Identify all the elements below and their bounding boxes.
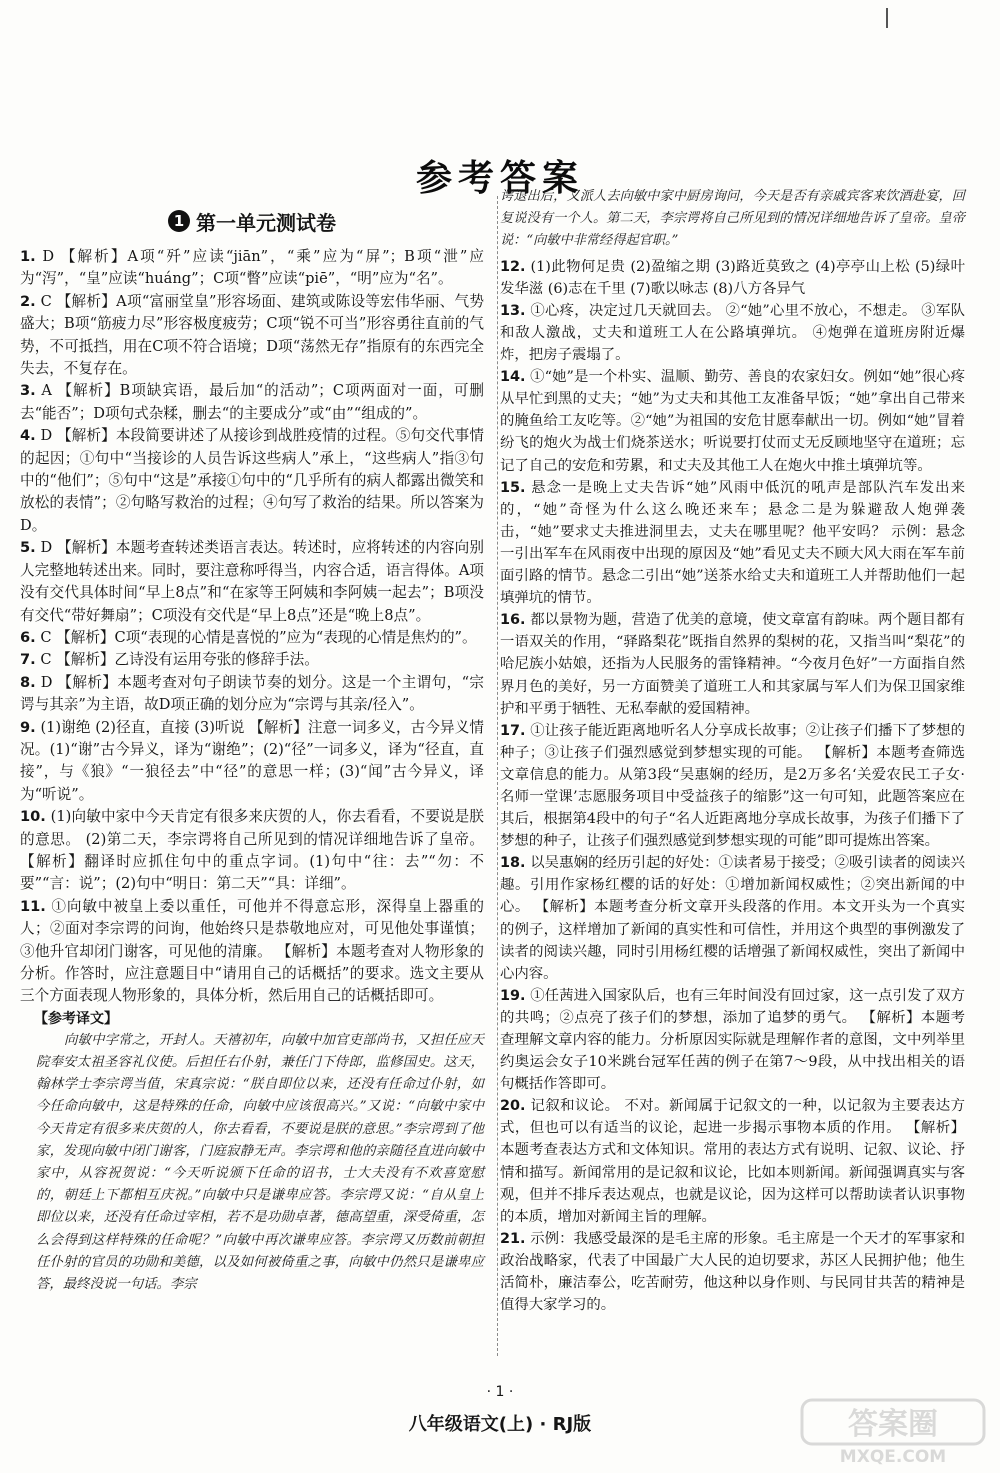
answer-number: 16. <box>500 612 526 629</box>
unit-title: 第一单元测试卷 <box>196 210 336 235</box>
answer-text: C 【解析】A项“富丽堂皇”形容场面、建筑或陈设等宏伟华丽、气势盛大；B项“筋疲力尽”形容极度疲劳；C项“锐不可当”形容勇往直前的气势，不可抵挡，用在C项不符合语境；D项“荡然无存”指原有的东西完全失去，不复存在。 <box>20 292 484 378</box>
answer-number: 12. <box>500 258 526 275</box>
answer-text: C 【解析】C项“表现的心情是喜悦的”应为“表现的心情是焦灼的”。 <box>40 628 477 646</box>
answer-item <box>20 537 484 627</box>
answer-text: (1)谢绝 (2)径直，直接 (3)听说 【解析】注意一词多义，古今异义情况。(1)“谢”古今异义，译为“谢绝”；(2)“径”一词多义，译为“径直，直接”，与《狼》“一狼径去”中“径”的意思一样；(3)“闻”古今异义，译为“听说”。 <box>20 718 484 803</box>
answer-text: 示例：我感受最深的是毛主席的形象。毛主席是一个天才的军事家和政治战略家，代表了中国最广大人民的迫切要求，苏区人民拥护他；他生活简朴，廉洁奉公，吃苦耐劳，他这种以身作则、与民同甘共苦的精神是值得大家学习的。 <box>500 1230 965 1314</box>
answer-item <box>20 425 484 537</box>
answer-text: 悬念一是晚上丈夫告诉“她”风雨中低沉的吼声是部队汽车发出来的，“她”奇怪为什么这么晚还来车；悬念二是为躲避敌人炮弹袭击，“她”要求丈夫推进洞里去，丈夫在哪里呢？他平安吗？ 示例：悬念一引出军车在风雨夜中出现的原因及“她”看见丈夫不顾大风大雨在军车前面引路的情节。悬念二引出“她”送茶水给丈夫和道班工人并帮助他们一起填弹坑的情节。 <box>500 479 965 607</box>
answer-text: D 【解析】本段简要讲述了从接诊到战胜疫情的过程。⑤句交代事情的起因；①句中“当接诊的人员告诉这些病人”承上，“这些病人”指③句中的“他们”；⑤句中“这是”承接①句中的“几乎所有的病人都露出微笑和放松的表情”；②句略写救治的过程；④句写了救治的结果。所以答案为D。 <box>20 427 485 534</box>
page-title: 参考答案 <box>415 158 584 200</box>
answer-item <box>500 256 965 300</box>
page-number: · 1 · <box>486 1384 514 1400</box>
answer-text: ①让孩子能近距离地听名人分享成长故事；②让孩子们播下了梦想的种子；③让孩子们强烈感觉到梦想实现的可能。 【解析】本题考查筛选文章信息的能力。从第3段“吴惠娴的经历，是2万多名‘关爱农民工子女·名师一堂课’志愿服务项目中受益孩子的缩影”这一句可知，此题答案应在其后，根据第4段中的句子“名人近距离地分享成长故事，为孩子们播下了梦想的种子，让孩子们强烈感觉到梦想实现的可能”即可提炼出答案。 <box>500 722 965 850</box>
left-answer-list <box>20 246 484 1008</box>
answer-text: A 【解析】B项缺宾语，最后加“的活动”；C项两面对一面，可删去“能否”；D项句式杂糅，删去“的主要成分”或“由”“组成的”。 <box>20 382 485 422</box>
scan-corner-mark <box>886 8 906 28</box>
right-answer-list <box>500 256 965 1317</box>
answer-number: 6. <box>20 628 36 646</box>
right-column <box>500 186 965 1316</box>
answer-item <box>20 246 484 291</box>
svg-text:MXQE.COM: MXQE.COM <box>839 1447 947 1466</box>
answer-text: D 【解析】A项“歼”应读“jiān”，“乘”应为“屏”；B项“泄”应为“泻”，“皇”应读“huáng”；C项“瞥”应读“piē”，“明”应为“名”。 <box>20 248 484 288</box>
answer-number: 2. <box>20 292 36 310</box>
answer-text: (1)向敏中家中今天肯定有很多来庆贺的人，你去看看，不要说是朕的意思。 (2)第二天，李宗谔将自己所见到的情况详细地告诉了皇帝。 【解析】翻译时应抓住句中的重点字词。(1)句中“往：去”“勿：不要”“言：说”；(2)句中“明日：第二天”“具：详细”。 <box>20 808 484 893</box>
answer-number: 4. <box>20 427 36 445</box>
answer-text: (1)此物何足贵 (2)盈缩之期 (3)路近莫致之 (4)亭亭山上松 (5)绿叶发华滋 (6)志在千里 (7)歌以咏志 (8)八方各异气 <box>500 258 965 297</box>
answer-number: 18. <box>500 855 526 872</box>
answer-item <box>500 1228 965 1316</box>
answer-item <box>20 627 484 649</box>
answer-item <box>20 717 484 807</box>
answer-item <box>500 1095 965 1228</box>
answer-text: ①“她”是一个朴实、温顺、勤劳、善良的农家妇女。例如“她”很心疼从早忙到黑的丈夫；“她”为丈夫和其他工友准备早饭；“她”拿出自己带来的腌鱼给工友吃等。②“她”为祖国的安危甘愿奉献出一切。例如“她”冒着纷飞的炮火为战士们烧茶送水；听说要打仗而丈无反顾地坚守在道班；忘记了自己的安危和劳累，和丈夫及其他工人在炮火中推土填弹坑等。 <box>500 369 965 474</box>
answer-number: 17. <box>500 722 526 739</box>
answer-number: 7. <box>20 651 36 669</box>
answer-text: 都以景物为题，营造了优美的意境，使文章富有韵味。两个题目都有一语双关的作用，“驿路梨花”既指自然界的梨树的花，又指当叫“梨花”的哈尼族小姑娘，还指为人民服务的雷锋精神。“今夜月色好”一方面指自然界月色的美好，另一方面赞美了道班工人和其家属与军人们为保卫国家维护和平勇于牺牲、无私奉献的爱国精神。 <box>500 612 965 717</box>
answer-number: 21. <box>500 1230 526 1247</box>
answer-item <box>500 985 965 1095</box>
answer-item <box>500 609 965 719</box>
answer-text: 以吴惠娴的经历引起的好处：①读者易于接受；②吸引读者的阅读兴趣。引用作家杨红樱的话的好处：①增加新闻权威性；②突出新闻的中心。 【解析】本题考查分析文章开头段落的作用。本文开头为一个真实的例子，这样增加了新闻的真实性和可信性，并用这个典型的事例激发了读者的阅读兴趣，同时引用杨红樱的话增强了新闻权威性，突出了新闻中心内容。 <box>500 855 965 982</box>
answer-item <box>20 672 484 717</box>
answer-item <box>20 291 484 381</box>
answer-text: D 【解析】本题考查转述类语言表达。转述时，应将转述的内容向别人完整地转述出来。同时，要注意称呼得当，内容合适，语言得体。A项没有交代具体时间“早上8点”和“在家等王阿姨和李阿姨一起去”；B项没有交代“带好舞扇”；C项没有交代是“早上8点”还是“晚上8点”。 <box>20 539 485 624</box>
answer-item <box>500 852 965 985</box>
answer-item <box>20 896 484 1008</box>
unit-heading <box>20 204 484 238</box>
watermark-logo <box>800 1398 986 1466</box>
answer-text: 记叙和议论。 不对。新闻属于记叙文的一种，以记叙为主要表达方式，但也可以有适当的议论，起进一步揭示事物本质的作用。 【解析】本题考查表达方式和文体知识。常用的表达方式有说明、记叙、议论、抒情和描写。新闻常用的是记叙和议论，比如本则新闻。新闻强调真实与客观，但并不排斥表达观点，也就是议论，因为这样可以帮助读者认识事物的本质，增加对新闻主旨的理解。 <box>500 1098 966 1225</box>
answer-number: 19. <box>500 987 526 1004</box>
answer-number: 20. <box>500 1098 526 1115</box>
answer-number: 1. <box>20 248 36 265</box>
answer-number: 8. <box>20 673 36 691</box>
answer-number: 14. <box>500 369 526 386</box>
answer-item <box>20 380 484 425</box>
answer-item <box>20 649 484 671</box>
answer-number: 5. <box>20 539 36 557</box>
answer-item <box>500 300 965 366</box>
answer-text: C 【解析】乙诗没有运用夸张的修辞手法。 <box>40 651 319 669</box>
answer-text: D 【解析】本题考查对句子朗读节奏的划分。这是一个主谓句，“宗谔与其亲”为主语，故D项正确的划分应为“宗谔与其亲/径入”。 <box>20 673 484 714</box>
unit-number-badge: 1 <box>168 210 190 232</box>
answer-item <box>500 477 965 610</box>
answer-item <box>20 806 484 896</box>
answer-item <box>500 366 965 476</box>
answer-text: ①任茜进入国家队后，也有三年时间没有回过家，这一点引发了双方的共鸣；②点亮了孩子们的梦想，添加了追梦的勇气。 【解析】本题考查理解文章内容的能力。分析原因实际就是理解作者的意图，文中列举里约奥运会女子10米跳台冠军任茜的例子在第7～9段，从中找出相关的语句概括作答即可。 <box>500 987 965 1093</box>
answer-number: 13. <box>500 302 526 319</box>
svg-text:答案圈: 答案圈 <box>848 1407 938 1442</box>
answer-number: 15. <box>500 479 526 496</box>
answer-text: ①向敏中被皇上委以重任，可他并不得意忘形，深得皇上器重的人；②面对李宗谔的问询，他始终只是恭敬地应对，可见他处事谨慎；③他升官却闭门谢客，可见他的清廉。 【解析】本题考查对人物形象的分析。作答时，应注意题目中“请用自己的话概括”的要求。选文主要从三个方面表现人物形象的，具体分析，然后用自己的话概括即可。 <box>20 897 484 1005</box>
translation-continuation: 谔退出后，又派人去向敏中家中厨房询问，今天是否有亲戚宾客来饮酒赴宴，回复说没有一个人。第二天，李宗谔将自己所见到的情况详细地告诉了皇帝。皇帝说：“向敏中非常经得起官职。” <box>500 189 965 248</box>
answer-number: 9. <box>20 718 36 736</box>
answer-item <box>500 720 965 853</box>
answer-number: 11. <box>20 897 46 915</box>
column-divider <box>497 196 498 1356</box>
answer-number: 3. <box>20 382 36 400</box>
book-title: 八年级语文(上) · RJ版 <box>408 1414 592 1435</box>
translation-heading: 【参考译文】 <box>34 1010 118 1027</box>
answer-text: ①心疼，决定过几天就回去。 ②“她”心里不放心，不想走。 ③军队和敌人激战，丈夫和道班工人在公路填弹坑。 ④炮弹在道班房附近爆炸，把房子震塌了。 <box>500 302 965 364</box>
translation-text: 向敏中字常之，开封人。天禧初年，向敏中加官吏部尚书，又担任应天院奉安太祖圣容礼仪使。后担任右仆射，兼任门下侍郎，监修国史。这天，翰林学士李宗谔当值，宋真宗说：“朕自即位以来，还没有任命过仆射，如今任命向敏中，这是特殊的任命，向敏中应该很高兴。”又说：“向敏中家中今天肯定有很多来庆贺的人，你去看看，不要说是朕的意思。”李宗谔到了他家，发现向敏中闭门谢客，门庭寂静无声。李宗谔和他的亲随径直进向敏中家中，从容祝贺说：“今天听说颁下任命的诏书，士大夫没有不欢喜宽慰的，朝廷上下都相互庆祝。”向敏中只是谦卑应答。李宗谔又说：“自从皇上即位以来，还没有任命过宰相，若不是功勋卓著，德高望重，深受倚重，怎么会得到这样特殊的任命呢？”向敏中再次谦卑应答。李宗谔又历数前朝担任仆射的官员的功勋和美德，以及如何被倚重之事，向敏中仍然只是谦卑应答，最终没说一句话。李宗 <box>36 1032 484 1293</box>
answer-number: 10. <box>20 808 46 826</box>
left-column <box>20 204 484 1296</box>
